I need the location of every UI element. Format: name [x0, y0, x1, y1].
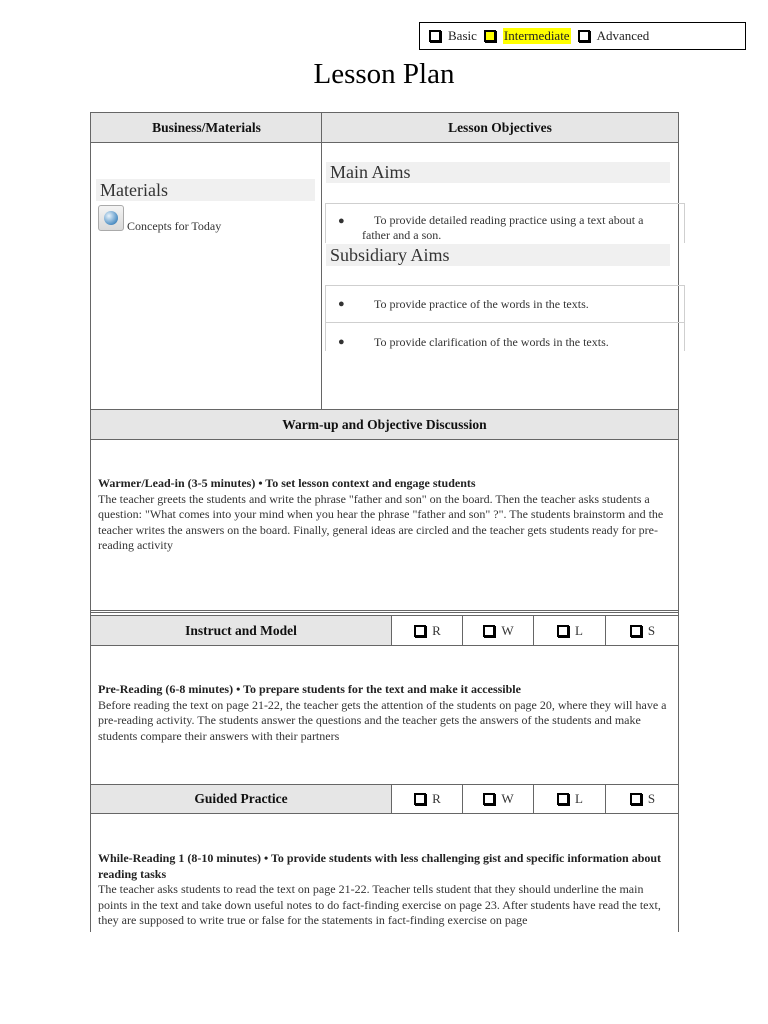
column-header-business: Business/Materials: [91, 113, 322, 143]
guided-text: [98, 851, 673, 931]
guided-header: Guided Practice: [91, 784, 391, 814]
checkbox-icon[interactable]: [414, 625, 426, 637]
column-divider: [321, 113, 322, 409]
skill-listening[interactable]: L: [533, 616, 606, 645]
checkbox-icon[interactable]: [557, 625, 569, 637]
page-title: Lesson Plan: [313, 58, 455, 90]
skill-speaking[interactable]: S: [605, 616, 679, 645]
globe-icon[interactable]: [98, 205, 124, 231]
main-aims-heading: Main Aims: [326, 162, 670, 183]
checkbox-icon[interactable]: [483, 625, 495, 637]
materials-heading: Materials: [96, 179, 315, 201]
guided-title: While-Reading 1 (8-10 minutes) • To provide students with less challenging gist and specific information about reading tasks: [98, 851, 662, 881]
subsidiary-aims-heading: Subsidiary Aims: [326, 244, 670, 266]
skill-writing[interactable]: W: [462, 785, 534, 813]
warmup-header: Warm-up and Objective Discussion: [91, 409, 678, 440]
level-selector: [419, 22, 746, 50]
checkbox-icon[interactable]: [630, 793, 642, 805]
instruct-title: Pre-Reading (6-8 minutes) • To prepare students for the text and make it accessible: [98, 682, 521, 696]
bullet-icon: ●: [338, 336, 345, 348]
skill-reading[interactable]: R: [391, 616, 463, 645]
warmup-title: Warmer/Lead-in (3-5 minutes) • To set lesson context and engage students: [98, 476, 476, 490]
guided-body: The teacher asks students to read the text on page 21-22. Teacher tells student that they should underline the main points in the text and take down useful notes to do fact-finding exercise on page 23. After students have read the text, they are supposed to write true or false for the statements in fact-finding exercise on page: [98, 882, 661, 927]
skill-reading[interactable]: R: [391, 785, 463, 813]
checkbox-icon[interactable]: [429, 30, 441, 42]
section-divider: [91, 610, 678, 613]
warmup-text: [98, 476, 673, 554]
checkbox-icon[interactable]: [578, 30, 590, 42]
checkbox-icon[interactable]: [630, 625, 642, 637]
bullet-icon: ●: [338, 298, 345, 310]
instruct-body: Before reading the text on page 21-22, the teacher gets the attention of the students on page 20, where they will have a pre-reading activity. The students answer the questions and the teacher gets the answers of the students and make students compare their answers with their partners: [98, 697, 667, 743]
column-header-objectives: Lesson Objectives: [322, 113, 678, 143]
skill-listening[interactable]: L: [533, 785, 606, 813]
level-intermediate[interactable]: Intermediate: [484, 28, 571, 44]
warmup-body: The teacher greets the students and write the phrase "father and son" on the board. Then the teacher asks students a question: "What comes into your mind when you hear the phrase "father and son" ?". The students brainstorm and the teacher writes the answers on the board. Finally, general ideas are circled and the teacher gets students ready for pre-reading activity: [98, 491, 664, 552]
checkbox-icon[interactable]: [414, 793, 426, 805]
level-advanced[interactable]: Advanced: [578, 28, 650, 44]
subsidiary-aim-item: ● To provide clarification of the words in the texts.: [325, 323, 685, 351]
subsidiary-aim-item: ● To provide practice of the words in the texts.: [325, 285, 685, 323]
instruct-text: [98, 682, 673, 744]
checkbox-icon[interactable]: [557, 793, 569, 805]
main-aim-item: ● To provide detailed reading practice using a text about a father and a son.: [325, 203, 685, 243]
checkbox-icon[interactable]: [484, 30, 496, 42]
skill-speaking[interactable]: S: [605, 785, 679, 813]
instruct-header: Instruct and Model: [91, 615, 391, 646]
checkbox-icon[interactable]: [483, 793, 495, 805]
bullet-icon: ●: [338, 215, 345, 227]
skill-writing[interactable]: W: [462, 616, 534, 645]
level-basic[interactable]: Basic: [429, 28, 477, 44]
material-link[interactable]: Concepts for Today: [127, 219, 222, 233]
